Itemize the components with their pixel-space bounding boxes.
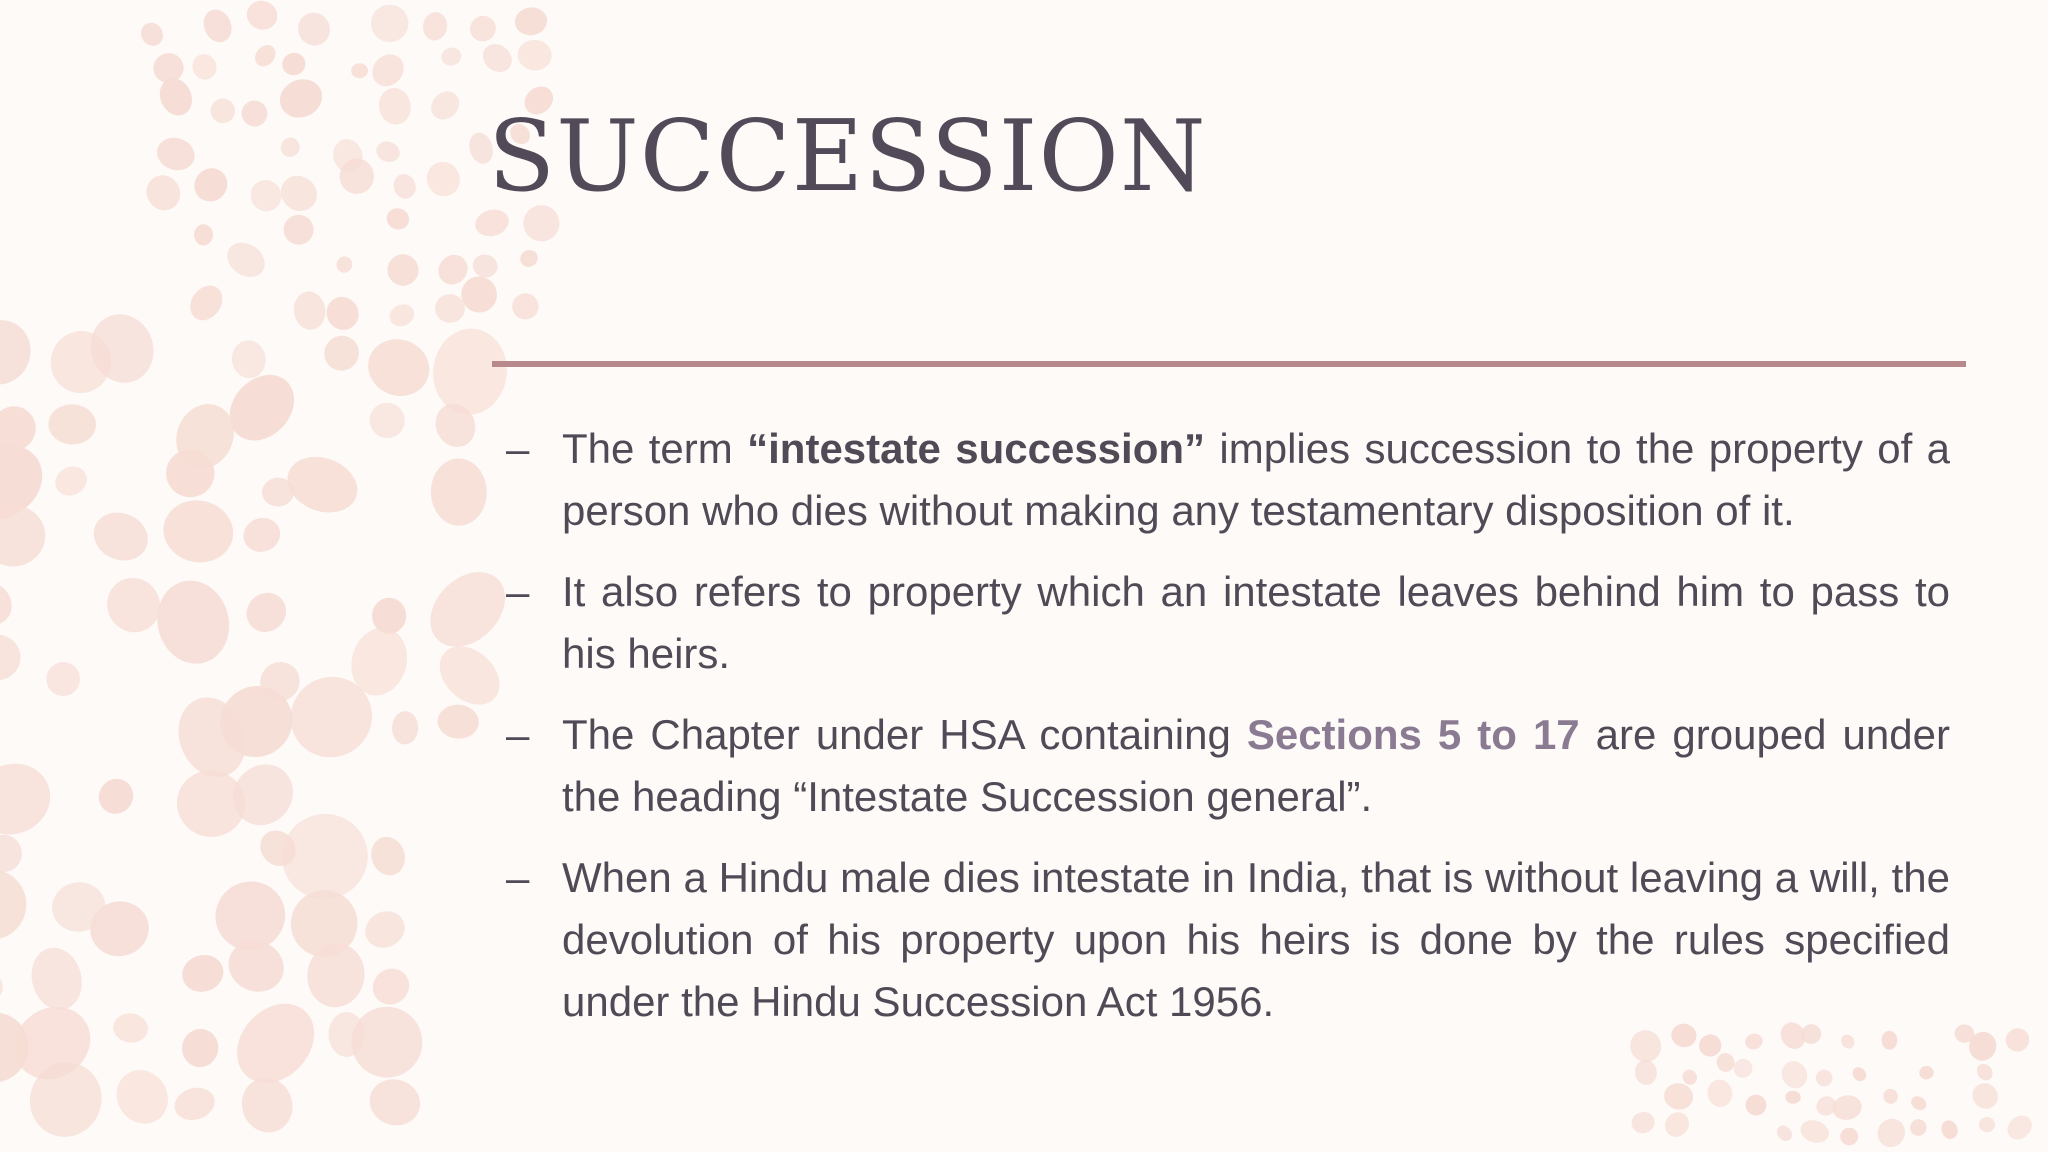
bullet-text-rest: are grouped under the heading “Intestate Succession general”. bbox=[562, 711, 1950, 820]
decorative-dot bbox=[1974, 1061, 1996, 1084]
bullet-dash: – bbox=[506, 425, 530, 472]
bullet-dash: – bbox=[506, 711, 530, 758]
bullet-sections-highlight: Sections 5 to 17 bbox=[1246, 711, 1580, 758]
decorative-dot bbox=[1873, 1114, 1910, 1152]
bullet-text: When a Hindu male dies intestate in India, that is without leaving a will, the devolution of his property upon his heirs is done by the rules specified under the Hindu Succession Act 1956. bbox=[562, 854, 1950, 1025]
decorative-dot bbox=[1979, 1117, 1996, 1133]
decorative-dot bbox=[1777, 1057, 1811, 1093]
decorative-dot bbox=[1662, 1081, 1695, 1112]
decorative-dot bbox=[1839, 1127, 1859, 1147]
decorative-dot bbox=[2003, 1111, 2037, 1145]
bullet-text-lead: The term bbox=[562, 425, 748, 472]
decorative-dot bbox=[1785, 1091, 1801, 1104]
decorative-dot bbox=[1660, 1107, 1694, 1141]
bullet-term-bold: “intestate succession” bbox=[747, 425, 1206, 472]
decorative-dot bbox=[2001, 1024, 2034, 1056]
decorative-dot bbox=[1881, 1087, 1900, 1106]
decorative-dot bbox=[1715, 1051, 1737, 1074]
decorative-dot bbox=[1967, 1078, 2003, 1114]
bullet-dash: – bbox=[506, 854, 530, 901]
decorative-dot bbox=[1850, 1065, 1869, 1084]
title-divider bbox=[492, 361, 1966, 367]
bullet-item-hindu-male-intestate bbox=[506, 847, 1950, 1033]
decorative-dot bbox=[1774, 1122, 1795, 1144]
decorative-dot bbox=[1814, 1067, 1835, 1088]
bullet-item-property-refers bbox=[506, 561, 1950, 685]
decorative-dot bbox=[1742, 1091, 1770, 1119]
decorative-dot bbox=[1919, 1066, 1934, 1080]
decorative-dot bbox=[1909, 1094, 1929, 1113]
bullet-item-intestate-definition bbox=[506, 418, 1950, 542]
decorative-dot bbox=[1797, 1117, 1831, 1147]
bullet-text-rest: implies succession to the property of a person who dies without making any testamentary disposition of it. bbox=[562, 425, 1951, 534]
decorative-dot bbox=[1907, 1116, 1930, 1139]
bullet-text-lead: The Chapter under HSA containing bbox=[562, 711, 1247, 758]
decorative-dot bbox=[1629, 1110, 1657, 1136]
decorative-dot bbox=[1830, 1093, 1864, 1123]
bullet-item-hsa-chapter bbox=[506, 704, 1950, 828]
bullet-list bbox=[506, 418, 1950, 1052]
decorative-dot bbox=[1939, 1118, 1960, 1141]
decorative-dot bbox=[1705, 1078, 1734, 1109]
bullet-dash: – bbox=[506, 568, 530, 615]
bullet-text: It also refers to property which an intestate leaves behind him to pass to his heirs. bbox=[562, 568, 1950, 677]
slide-title: SUCCESSION bbox=[488, 100, 1207, 214]
decorative-dot bbox=[1633, 1058, 1658, 1086]
